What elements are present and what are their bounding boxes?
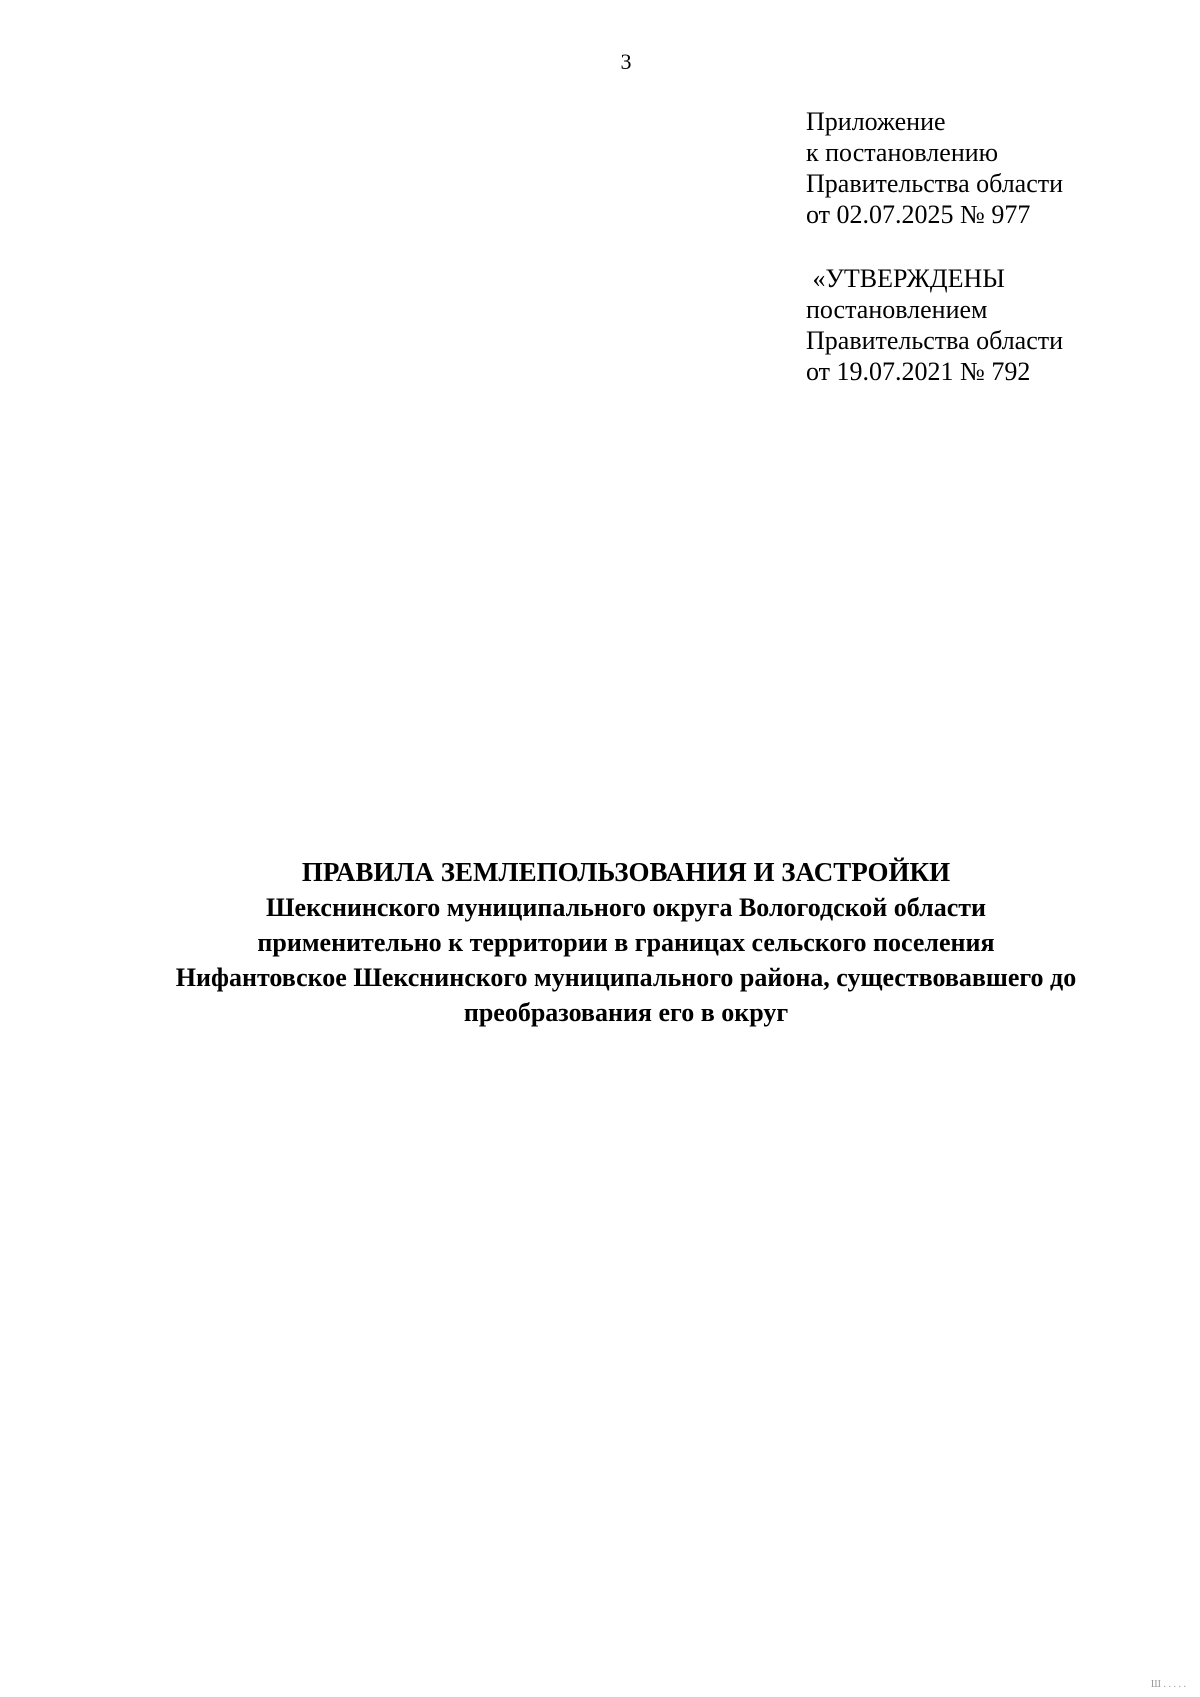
block-spacer [806, 230, 1186, 263]
subtitle-line: применительно к территории в границах сельского поселения [257, 928, 995, 957]
document-title: ПРАВИЛА ЗЕМЛЕПОЛЬЗОВАНИЯ И ЗАСТРОЙКИ [301, 857, 951, 887]
approval-line: от 19.07.2021 № 792 [806, 357, 1031, 386]
document-title-block [100, 854, 1152, 1030]
approval-line: постановлением [806, 295, 988, 324]
approval-line: Правительства области [806, 326, 1064, 355]
approval-block [806, 106, 1186, 387]
appendix-line: Правительства области [806, 169, 1064, 198]
appendix-line: к постановлению [806, 138, 999, 167]
approval-line: «УТВЕРЖДЕНЫ [806, 264, 1005, 293]
footer-mark: Ш . . . . . [1150, 1679, 1186, 1690]
document-subtitle [100, 890, 1152, 1030]
appendix-line: от 02.07.2025 № 977 [806, 200, 1031, 229]
appendix-line: Приложение [806, 107, 946, 136]
subtitle-line: преобразования его в округ [463, 998, 789, 1027]
subtitle-line: Шекснинского муниципального округа Вологодской области [265, 893, 986, 922]
subtitle-line: Нифантовское Шекснинского муниципального района, существовавшего до [175, 963, 1077, 992]
page-number: 3 [620, 49, 632, 74]
